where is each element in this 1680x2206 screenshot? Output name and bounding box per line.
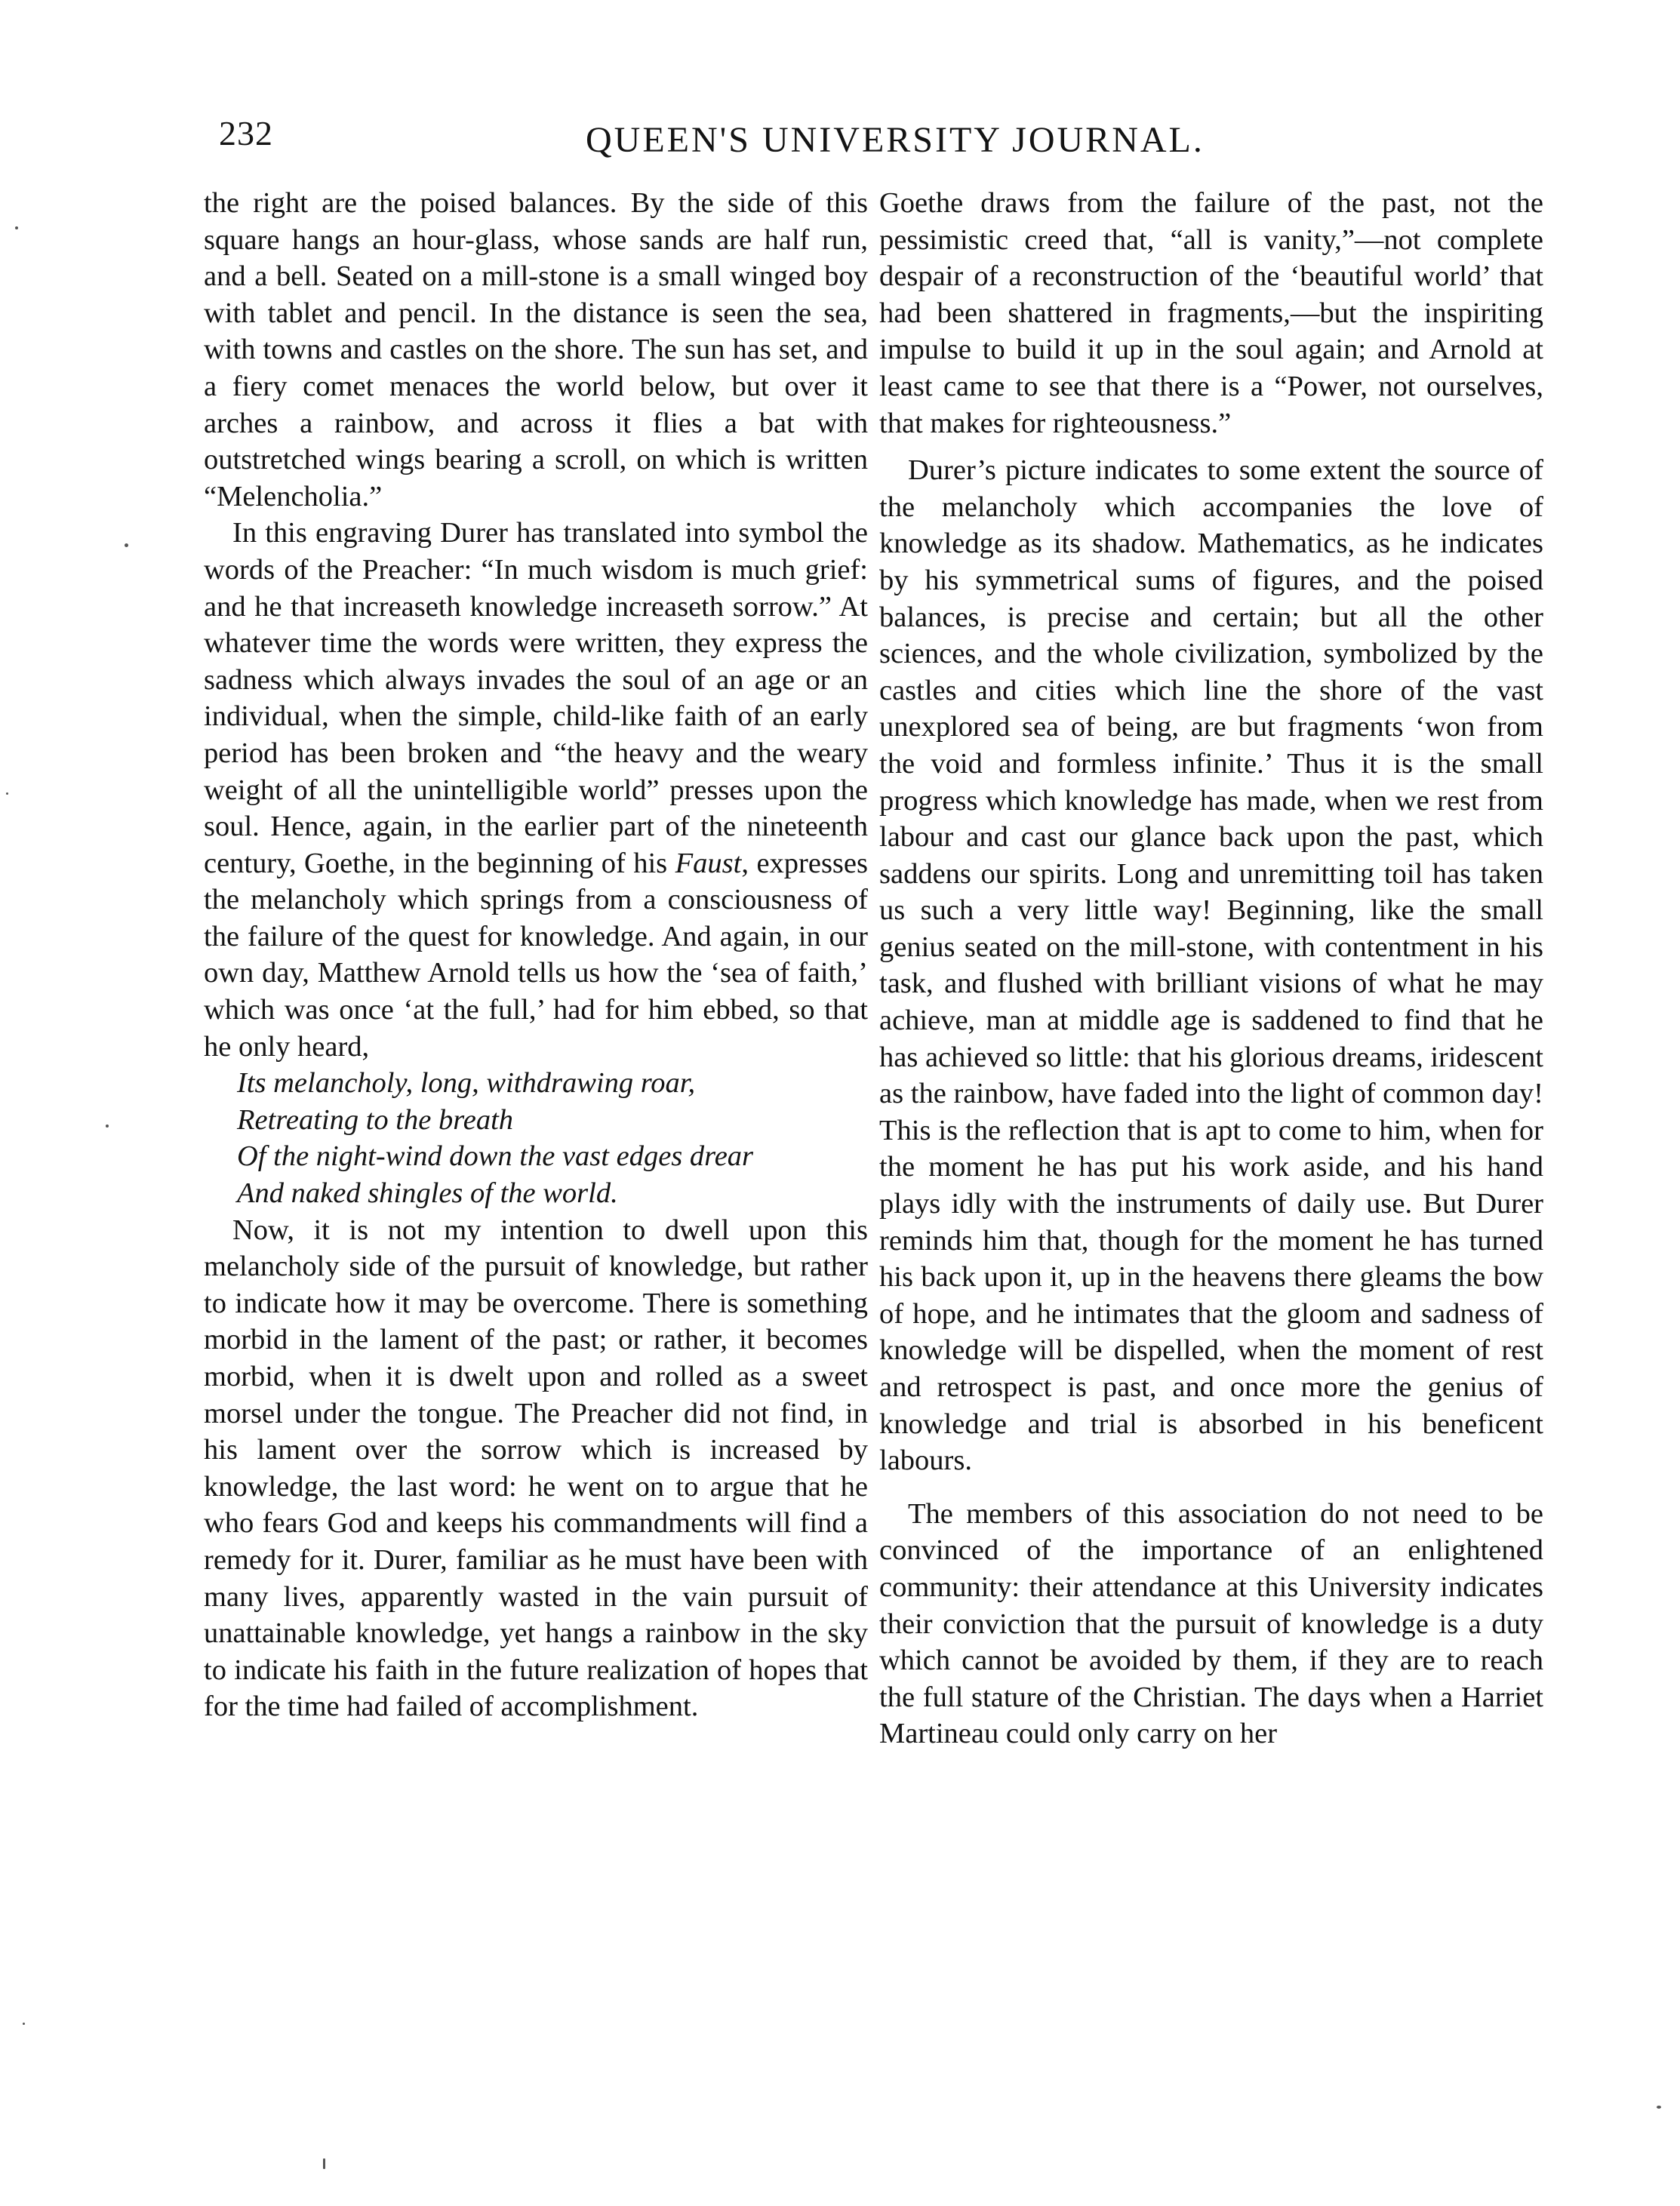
scan-speck bbox=[125, 543, 128, 547]
verse-line: Of the night-wind down the vast edges drear bbox=[237, 1140, 754, 1173]
left-paragraph-2-text-b: , expresses the melancholy which springs from a consciousness of the failure of the quest for knowledge. And again, in our own day, Matthew Arnold tells us how the ‘sea of faith,’ which was once ‘at the full,’ had for him ebbed, so that he only heard, bbox=[204, 847, 868, 1063]
right-paragraph-1: Goethe draws from the failure of the past, not the pessimistic creed that, “all is vanity,”—not complete despair of a reconstruction of the ‘beautiful world’ that had been shattered in fragments,—but the inspiriting impulse to build it up in the soul again; and Arnold at least came to see that there is a “Power, not ourselves, that makes for righteousness.” bbox=[879, 187, 1543, 439]
right-paragraph-3: The members of this association do not need to be convinced of the importance of an enlightened community: their attendance at this University indicates their conviction that the pursuit of knowledge is a duty which cannot be avoided by them, if they are to reach the full stature of the Christian. The days when a Harriet Martineau could only carry on her bbox=[879, 1497, 1543, 1750]
poem-quotation bbox=[204, 1065, 868, 1211]
left-paragraph-2-text-a: In this engraving Durer has translated into symbol the words of the Preacher: “In much wisdom is much grief: and he that increaseth knowledge increaseth sorrow.” At whatever time the words were written, they express the sadness which always invades the soul of an age or an individual, when the simple, child-like faith of an early period has been broken and “the heavy and the weary weight of all the unintelligible world” presses upon the soul. Hence, again, in the earlier part of the nineteenth century, Goethe, in the beginning of his bbox=[204, 517, 868, 879]
right-paragraph-2: Durer’s picture indicates to some extent the source of the melancholy which accompanies the love of knowledge as its shadow. Mathematics, as he indicates by his symmetrical sums of figures, and the poised balances, is precise and certain; but all the other sciences, and the whole civilization, symbolized by the castles and cities which line the shore of the vast unexplored sea of being, are but fragments ‘won from the void and formless infinite.’ Thus it is the small progress which knowledge has made, when we rest from labour and cast our glance back upon the past, which saddens our spirits. Long and unremitting toil has taken us such a very little way! Beginning, like the small genius seated on the mill-stone, with contentment in his task, and flushed with brilliant visions of what he may achieve, man at middle age is saddened to find that he has achieved so little: that his glorious dreams, iridescent as the rainbow, have faded into the light of common day! This is the reflection that is apt to come to him, when for the moment he has put his work aside, and his hand plays idly with the instruments of daily use. But Durer reminds him that, though for the moment he has turned his back upon it, up in the heavens there gleams the bow of hope, and he intimates that the gloom and sadness of knowledge will be dispelled, when the moment of rest and retrospect is past, and once more the genius of knowledge and trial is absorbed in his beneficent labours. bbox=[879, 454, 1543, 1477]
scan-speck bbox=[106, 1125, 109, 1128]
left-paragraph-2 bbox=[204, 515, 868, 1065]
scan-speck bbox=[1657, 2106, 1661, 2109]
scan-speck bbox=[23, 2023, 25, 2025]
left-paragraph-1: the right are the poised balances. By the side of this square hangs an hour-glass, whose sands are half run, and a bell. Seated on a mill-stone is a small winged boy with tablet and pencil. In the distance is seen the sea, with towns and castles on the shore. The sun has set, and a fiery comet menaces the world below, but over it arches a rainbow, and across it flies a bat with outstretched wings bearing a scroll, on which is written “Melencholia.” bbox=[204, 187, 868, 512]
right-column bbox=[879, 185, 1543, 1752]
faust-title: Faust bbox=[675, 847, 742, 879]
running-title: QUEEN'S UNIVERSITY JOURNAL. bbox=[586, 120, 1205, 160]
verse-line: Retreating to the breath bbox=[237, 1103, 514, 1136]
scan-speck bbox=[6, 792, 8, 795]
scan-speck bbox=[323, 2158, 325, 2169]
verse-line: Its melancholy, long, withdrawing roar, bbox=[237, 1067, 696, 1100]
verse-line: And naked shingles of the world. bbox=[237, 1177, 618, 1210]
page-number: 232 bbox=[219, 114, 273, 152]
left-paragraph-3: Now, it is not my intention to dwell upon this melancholy side of the pursuit of knowledge, but rather to indicate how it may be overcome. There is something morbid in the lament of the past; or rather, it becomes morbid, when it is dwelt upon and rolled as a sweet morsel under the tongue. The Preacher did not find, in his lament over the sorrow which is increased by knowledge, the last word: he went on to argue that he who fears God and keeps his commandments will find a remedy for it. Durer, familiar as he must have been with many lives, apparently wasted in the vain pursuit of unattainable knowledge, yet hangs a rainbow in the sky to indicate his faith in the future realization of hopes that for the time had failed of accomplishment. bbox=[204, 1214, 868, 1723]
scan-speck bbox=[15, 226, 18, 229]
left-column bbox=[204, 185, 868, 1725]
